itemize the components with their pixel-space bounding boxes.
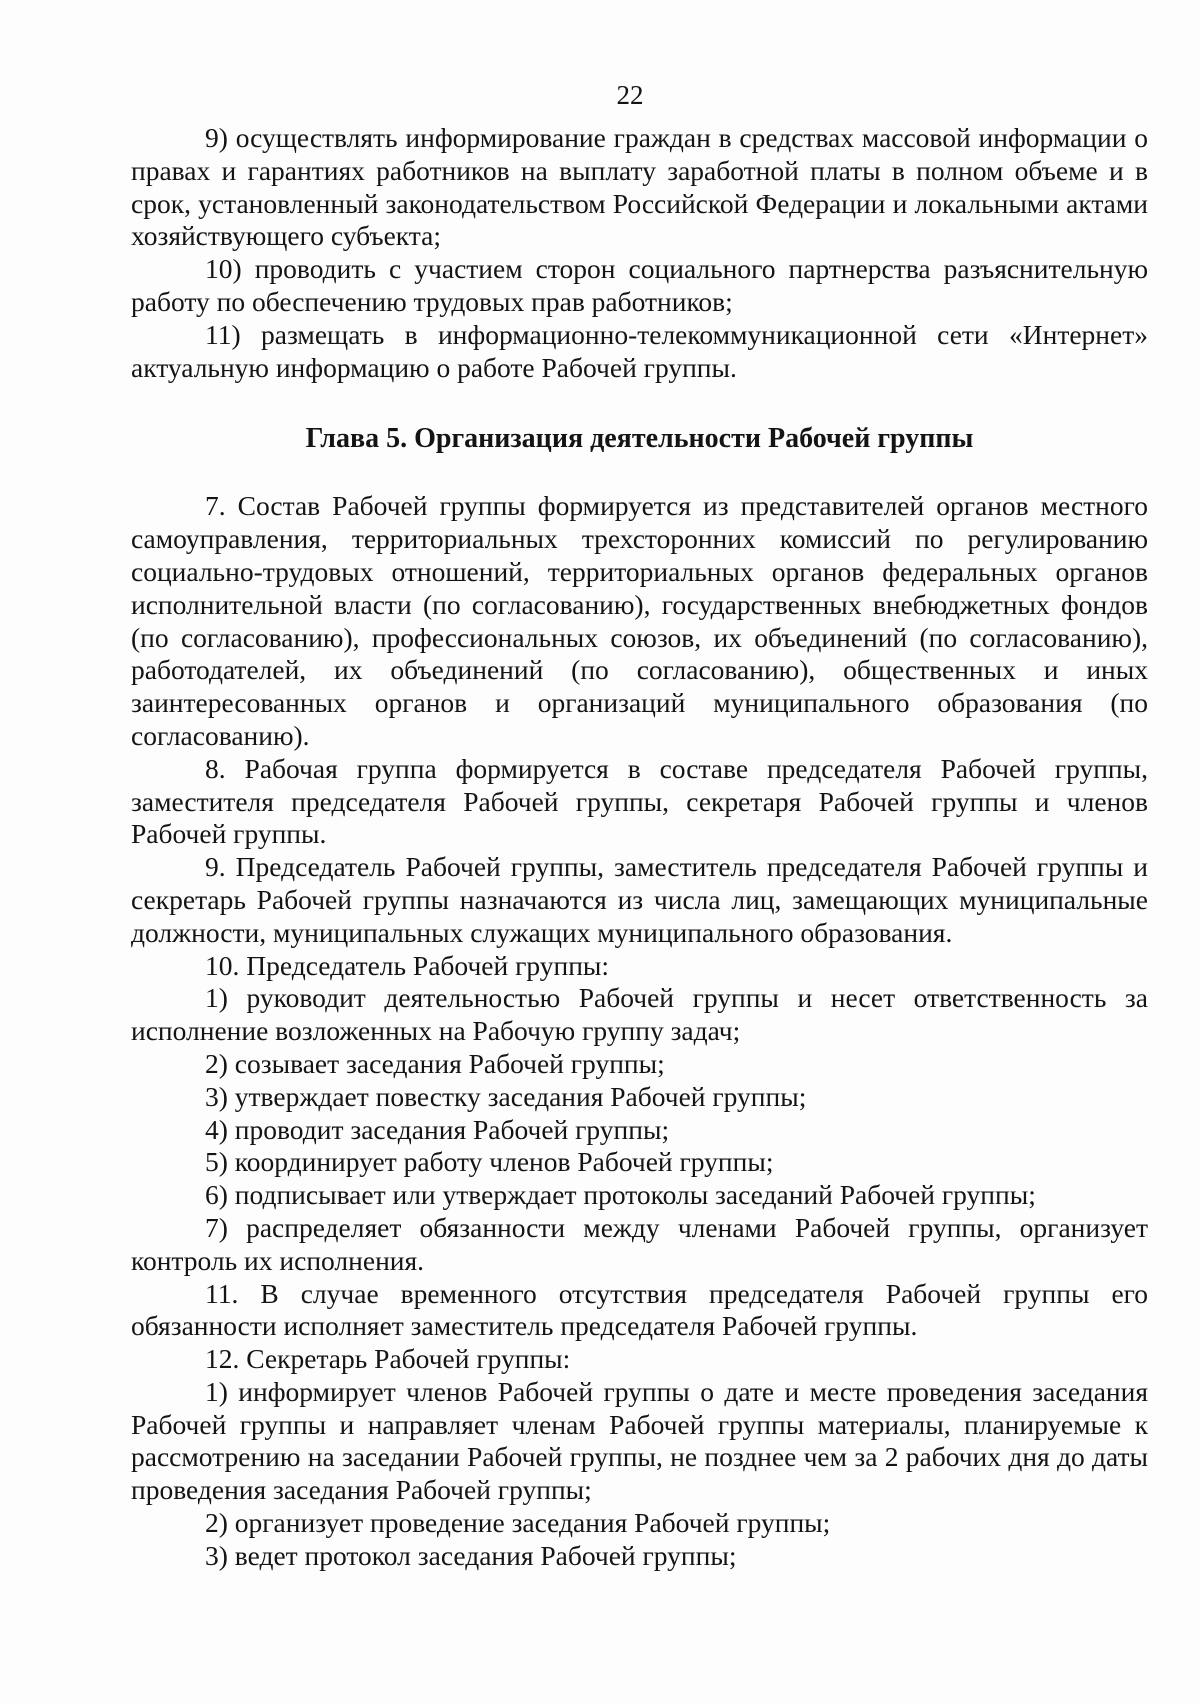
paragraph-item-10: 10) проводить с участием сторон социального партнерства разъяснительную работу по обеспечению трудовых прав работников; [131, 253, 1148, 317]
paragraph-item-11: 11) размещать в информационно-телекоммуникационной сети «Интернет» актуальную информацию о работе Рабочей группы. [131, 318, 1148, 383]
paragraph-clause-10-item-5: 5) координирует работу членов Рабочей группы; [205, 1146, 774, 1178]
paragraph-clause-10: 10. Председатель Рабочей группы: [205, 949, 610, 981]
paragraph-clause-12: 12. Секретарь Рабочей группы: [205, 1343, 571, 1375]
document-body [131, 122, 1148, 1573]
paragraph-clause-12-item-3: 3) ведет протокол заседания Рабочей группы; [205, 1539, 737, 1571]
paragraph-clause-12-item-1: 1) информирует членов Рабочей группы о дате и месте проведения заседания Рабочей группы и направляет членам Рабочей группы материалы, планируемые к рассмотрению на заседании Рабочей группы, не позднее чем за 2 рабочих дня до даты проведения заседания Рабочей группы; [131, 1375, 1148, 1506]
page-number: 22 [616, 80, 644, 110]
paragraph-clause-10-item-4: 4) проводит заседания Рабочей группы; [205, 1113, 670, 1145]
paragraph-clause-10-item-6: 6) подписывает или утверждает протоколы заседаний Рабочей группы; [205, 1179, 1036, 1211]
paragraph-clause-11: 11. В случае временного отсутствия председателя Рабочей группы его обязанности исполняет заместитель председателя Рабочей группы. [131, 1277, 1148, 1342]
paragraph-clause-7: 7. Состав Рабочей группы формируется из представителей органов местного самоуправления, территориальных трехсторонних комиссий по регулированию социально-трудовых отношений, территориальных органов федеральных органов исполнительной власти (по согласованию), государственных внебюджетных фондов (по согласованию), профессиональных союзов, их объединений (по согласованию), работодателей, их объединений (по согласованию), общественных и иных заинтересованных органов и организаций муниципального образования (по согласованию). [131, 490, 1148, 751]
paragraph-clause-10-item-1: 1) руководит деятельностью Рабочей группы и несет ответственность за исполнение возложенных на Рабочую группу задач; [131, 982, 1148, 1047]
paragraph-clause-12-item-2: 2) организует проведение заседания Рабочей группы; [205, 1507, 831, 1539]
paragraph-item-9: 9) осуществлять информирование граждан в средствах массовой информации о правах и гарантиях работников на выплату заработной платы в полном объеме и в срок, установленный законодательством Российской Федерации и локальными актами хозяйствующего субъекта; [131, 122, 1148, 252]
chapter-heading: Глава 5. Организация деятельности Рабочей группы [305, 423, 974, 455]
paragraph-clause-10-item-2: 2) созывает заседания Рабочей группы; [205, 1047, 665, 1079]
paragraph-clause-10-item-3: 3) утверждает повестку заседания Рабочей группы; [205, 1080, 807, 1112]
paragraph-clause-9: 9. Председатель Рабочей группы, заместитель председателя Рабочей группы и секретарь Рабочей группы назначаются из числа лиц, замещающих муниципальные должности, муниципальных служащих муниципального образования. [131, 851, 1148, 948]
paragraph-clause-8: 8. Рабочая группа формируется в составе председателя Рабочей группы, заместителя председателя Рабочей группы, секретаря Рабочей группы и членов Рабочей группы. [131, 752, 1148, 850]
paragraph-clause-10-item-7: 7) распределяет обязанности между членами Рабочей группы, организует контроль их исполнения. [131, 1211, 1148, 1276]
